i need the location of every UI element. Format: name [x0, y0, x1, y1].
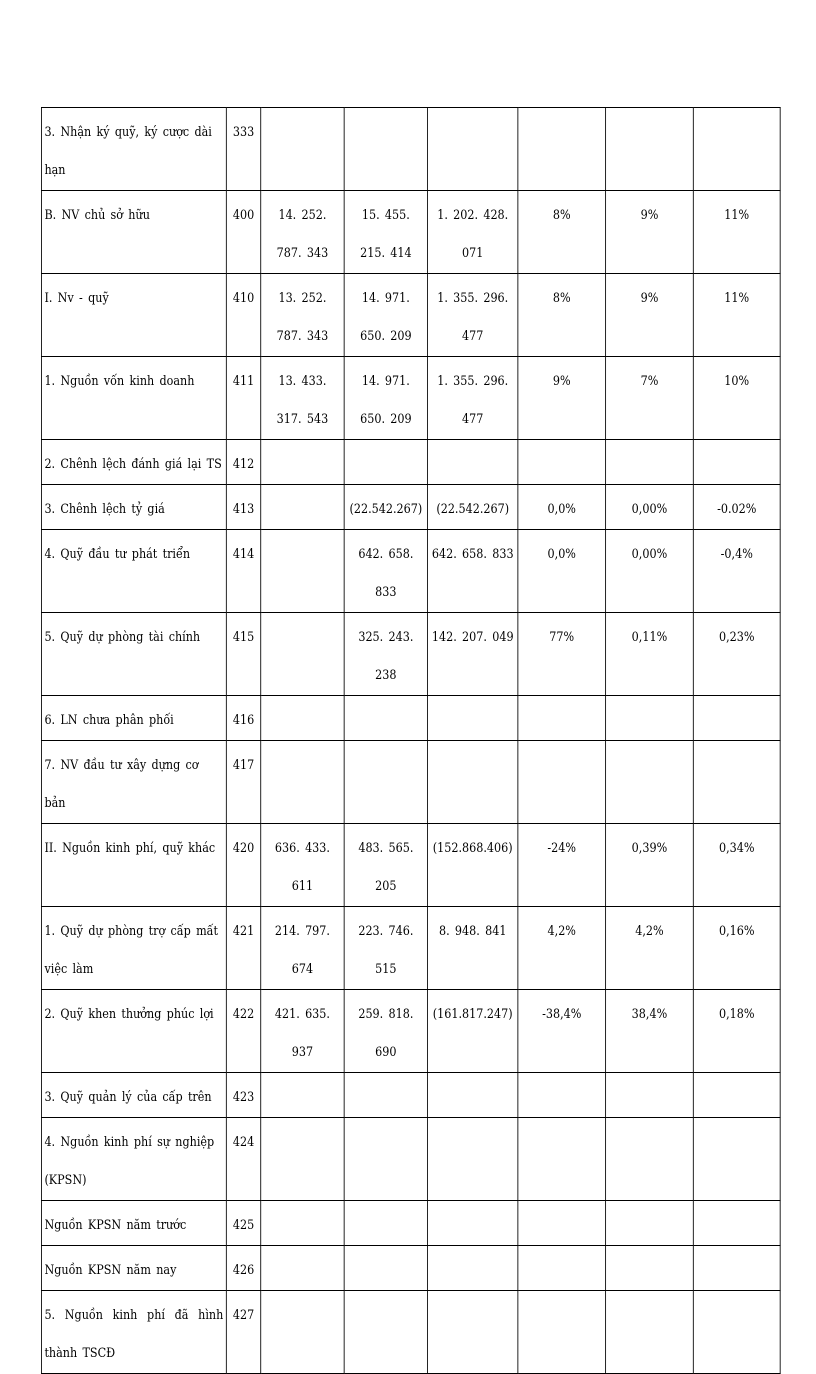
value-col-2-cell: 14. 971. 650. 209 [344, 357, 427, 440]
pct-col-1-cell: 0,0% [518, 485, 606, 530]
value-col-2-cell: 325. 243. 238 [344, 613, 427, 696]
balance-sheet-table [41, 107, 781, 1374]
pct-col-1-cell [518, 1118, 606, 1201]
item-code-cell: 400 [226, 191, 260, 274]
value-col-3-cell [428, 440, 518, 485]
pct-col-2-cell [606, 1246, 694, 1291]
item-code-cell: 425 [226, 1201, 260, 1246]
pct-col-3-cell: -0,4% [693, 530, 780, 613]
table-row [41, 440, 780, 485]
value-col-1-cell [261, 696, 344, 741]
value-col-3-cell [428, 696, 518, 741]
item-code-cell: 426 [226, 1246, 260, 1291]
table-row [41, 1246, 780, 1291]
item-name-cell: 3. Nhận ký quỹ, ký cược dài hạn [41, 108, 226, 191]
pct-col-1-cell [518, 696, 606, 741]
item-name-cell: 7. NV đầu tư xây dựng cơ bản [41, 741, 226, 824]
pct-col-1-cell [518, 1201, 606, 1246]
pct-col-2-cell: 9% [606, 274, 694, 357]
value-col-2-cell [344, 440, 427, 485]
pct-col-1-cell: -38,4% [518, 990, 606, 1073]
pct-col-3-cell [693, 1201, 780, 1246]
value-col-3-cell [428, 1118, 518, 1201]
value-col-2-cell [344, 1246, 427, 1291]
pct-col-2-cell [606, 1118, 694, 1201]
pct-col-1-cell [518, 440, 606, 485]
value-col-2-cell: 483. 565. 205 [344, 824, 427, 907]
pct-col-3-cell [693, 1073, 780, 1118]
table-row [41, 485, 780, 530]
value-col-2-cell [344, 108, 427, 191]
pct-col-2-cell [606, 440, 694, 485]
value-col-3-cell: (161.817.247) [428, 990, 518, 1073]
item-code-cell: 423 [226, 1073, 260, 1118]
pct-col-2-cell: 7% [606, 357, 694, 440]
item-name-cell: 4. Nguồn kinh phí sự nghiệp (KPSN) [41, 1118, 226, 1201]
pct-col-3-cell: 11% [693, 274, 780, 357]
item-code-cell: 420 [226, 824, 260, 907]
value-col-1-cell [261, 530, 344, 613]
item-name-cell: 1. Quỹ dự phòng trợ cấp mất việc làm [41, 907, 226, 990]
pct-col-2-cell: 4,2% [606, 907, 694, 990]
item-name-cell: 1. Nguồn vốn kinh doanh [41, 357, 226, 440]
table-row [41, 613, 780, 696]
pct-col-1-cell [518, 1246, 606, 1291]
pct-col-3-cell [693, 1118, 780, 1201]
value-col-1-cell: 14. 252. 787. 343 [261, 191, 344, 274]
value-col-1-cell [261, 1201, 344, 1246]
value-col-1-cell [261, 1246, 344, 1291]
item-name-cell: Nguồn KPSN năm nay [41, 1246, 226, 1291]
pct-col-3-cell: 0,16% [693, 907, 780, 990]
table-row [41, 696, 780, 741]
pct-col-1-cell: 8% [518, 274, 606, 357]
item-code-cell: 413 [226, 485, 260, 530]
item-name-cell: 3. Chênh lệch tỷ giá [41, 485, 226, 530]
pct-col-3-cell: -0.02% [693, 485, 780, 530]
value-col-2-cell: (22.542.267) [344, 485, 427, 530]
pct-col-1-cell: 77% [518, 613, 606, 696]
pct-col-3-cell [693, 440, 780, 485]
item-name-cell: 6. LN chưa phân phối [41, 696, 226, 741]
item-name-cell: B. NV chủ sở hữu [41, 191, 226, 274]
pct-col-1-cell [518, 1073, 606, 1118]
value-col-3-cell: (152.868.406) [428, 824, 518, 907]
item-name-cell: 4. Quỹ đầu tư phát triển [41, 530, 226, 613]
value-col-1-cell: 13. 252. 787. 343 [261, 274, 344, 357]
value-col-1-cell [261, 1291, 344, 1374]
item-code-cell: 414 [226, 530, 260, 613]
pct-col-1-cell [518, 108, 606, 191]
value-col-3-cell: 1. 202. 428. 071 [428, 191, 518, 274]
pct-col-2-cell: 0,00% [606, 530, 694, 613]
table-row [41, 1118, 780, 1201]
item-name-cell: II. Nguồn kinh phí, quỹ khác [41, 824, 226, 907]
table-row [41, 274, 780, 357]
table-row [41, 824, 780, 907]
table-row [41, 191, 780, 274]
pct-col-3-cell [693, 1246, 780, 1291]
item-code-cell: 421 [226, 907, 260, 990]
value-col-3-cell [428, 1201, 518, 1246]
table-body [41, 108, 780, 1374]
pct-col-2-cell: 0,00% [606, 485, 694, 530]
value-col-1-cell: 421. 635. 937 [261, 990, 344, 1073]
pct-col-2-cell [606, 1073, 694, 1118]
item-name-cell: 2. Chênh lệch đánh giá lại TS [41, 440, 226, 485]
value-col-1-cell [261, 1073, 344, 1118]
item-code-cell: 412 [226, 440, 260, 485]
value-col-3-cell [428, 741, 518, 824]
pct-col-1-cell: 9% [518, 357, 606, 440]
table-row [41, 907, 780, 990]
value-col-3-cell: 642. 658. 833 [428, 530, 518, 613]
value-col-2-cell: 223. 746. 515 [344, 907, 427, 990]
pct-col-3-cell [693, 741, 780, 824]
value-col-2-cell: 15. 455. 215. 414 [344, 191, 427, 274]
pct-col-1-cell: 0,0% [518, 530, 606, 613]
pct-col-2-cell [606, 1201, 694, 1246]
pct-col-2-cell: 9% [606, 191, 694, 274]
pct-col-1-cell: -24% [518, 824, 606, 907]
table-row [41, 1291, 780, 1374]
value-col-1-cell: 636. 433. 611 [261, 824, 344, 907]
value-col-3-cell: 1. 355. 296. 477 [428, 274, 518, 357]
item-code-cell: 333 [226, 108, 260, 191]
item-code-cell: 410 [226, 274, 260, 357]
item-name-cell: 2. Quỹ khen thưởng phúc lợi [41, 990, 226, 1073]
item-name-cell: Nguồn KPSN năm trước [41, 1201, 226, 1246]
pct-col-3-cell: 10% [693, 357, 780, 440]
item-name-cell: 5. Quỹ dự phòng tài chính [41, 613, 226, 696]
item-code-cell: 411 [226, 357, 260, 440]
item-code-cell: 424 [226, 1118, 260, 1201]
value-col-3-cell [428, 1291, 518, 1374]
table-row [41, 1073, 780, 1118]
value-col-1-cell [261, 613, 344, 696]
item-code-cell: 427 [226, 1291, 260, 1374]
pct-col-1-cell [518, 741, 606, 824]
value-col-2-cell [344, 1118, 427, 1201]
pct-col-2-cell [606, 696, 694, 741]
pct-col-1-cell [518, 1291, 606, 1374]
pct-col-3-cell [693, 108, 780, 191]
pct-col-1-cell: 8% [518, 191, 606, 274]
pct-col-2-cell: 0,11% [606, 613, 694, 696]
table-row [41, 530, 780, 613]
item-code-cell: 417 [226, 741, 260, 824]
value-col-2-cell: 14. 971. 650. 209 [344, 274, 427, 357]
item-code-cell: 416 [226, 696, 260, 741]
value-col-2-cell [344, 741, 427, 824]
pct-col-2-cell [606, 741, 694, 824]
pct-col-2-cell: 38,4% [606, 990, 694, 1073]
pct-col-3-cell [693, 1291, 780, 1374]
pct-col-2-cell [606, 1291, 694, 1374]
value-col-1-cell [261, 440, 344, 485]
value-col-3-cell [428, 1246, 518, 1291]
item-code-cell: 422 [226, 990, 260, 1073]
value-col-1-cell [261, 741, 344, 824]
table-row [41, 741, 780, 824]
value-col-3-cell: 1. 355. 296. 477 [428, 357, 518, 440]
value-col-3-cell [428, 108, 518, 191]
value-col-2-cell [344, 1073, 427, 1118]
table-row [41, 1201, 780, 1246]
value-col-3-cell: 8. 948. 841 [428, 907, 518, 990]
pct-col-1-cell: 4,2% [518, 907, 606, 990]
item-name-cell: I. Nv - quỹ [41, 274, 226, 357]
table-row [41, 357, 780, 440]
value-col-3-cell [428, 1073, 518, 1118]
value-col-2-cell [344, 696, 427, 741]
value-col-3-cell: (22.542.267) [428, 485, 518, 530]
pct-col-3-cell: 0,23% [693, 613, 780, 696]
value-col-1-cell: 13. 433. 317. 543 [261, 357, 344, 440]
value-col-2-cell [344, 1201, 427, 1246]
table-row [41, 990, 780, 1073]
value-col-2-cell: 259. 818. 690 [344, 990, 427, 1073]
value-col-1-cell [261, 485, 344, 530]
pct-col-3-cell: 0,34% [693, 824, 780, 907]
value-col-2-cell [344, 1291, 427, 1374]
value-col-3-cell: 142. 207. 049 [428, 613, 518, 696]
table-row [41, 108, 780, 191]
pct-col-3-cell: 11% [693, 191, 780, 274]
pct-col-2-cell [606, 108, 694, 191]
pct-col-3-cell: 0,18% [693, 990, 780, 1073]
item-name-cell: 5. Nguồn kinh phí đã hình thành TSCĐ [41, 1291, 226, 1374]
item-name-cell: 3. Quỹ quản lý của cấp trên [41, 1073, 226, 1118]
pct-col-3-cell [693, 696, 780, 741]
pct-col-2-cell: 0,39% [606, 824, 694, 907]
value-col-1-cell [261, 1118, 344, 1201]
item-code-cell: 415 [226, 613, 260, 696]
value-col-1-cell [261, 108, 344, 191]
value-col-1-cell: 214. 797. 674 [261, 907, 344, 990]
value-col-2-cell: 642. 658. 833 [344, 530, 427, 613]
